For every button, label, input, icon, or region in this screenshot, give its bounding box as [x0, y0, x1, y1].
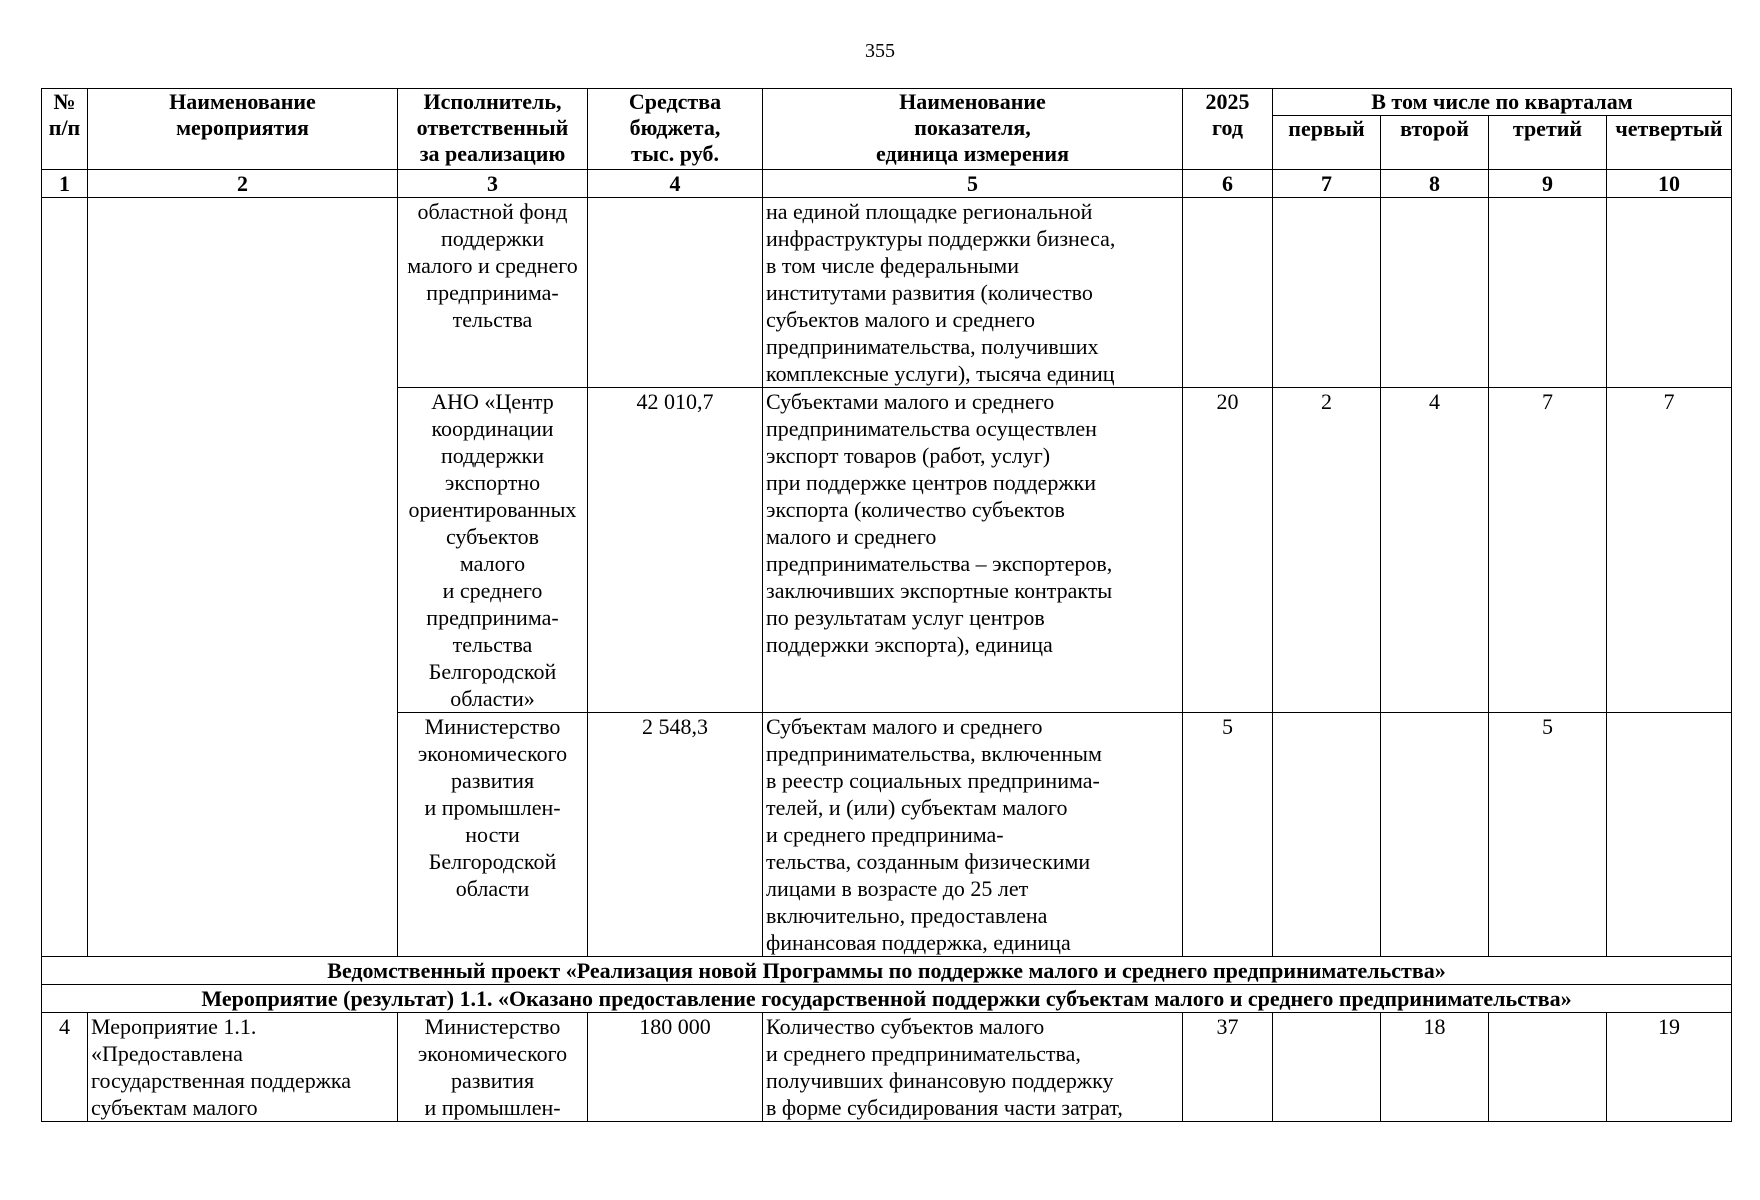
row-num: [42, 198, 88, 957]
header-executor: Исполнитель, ответственный за реализацию: [398, 89, 588, 170]
header-quarters-title: В том числе по кварталам: [1273, 89, 1732, 116]
row-year: 20: [1183, 388, 1273, 713]
row-q4: 19: [1607, 1013, 1732, 1122]
col-number: 2: [88, 170, 398, 198]
row-q2: 4: [1381, 388, 1489, 713]
row-budget: 180 000: [588, 1013, 763, 1122]
row-q3: 7: [1489, 388, 1607, 713]
row-budget: 42 010,7: [588, 388, 763, 713]
table-row: [42, 198, 1732, 388]
col-number: 8: [1381, 170, 1489, 198]
row-num: 4: [42, 1013, 88, 1122]
header-q2: второй: [1381, 116, 1489, 170]
row-budget: [588, 198, 763, 388]
row-budget: 2 548,3: [588, 713, 763, 957]
header-event-name: Наименование мероприятия: [88, 89, 398, 170]
row-executor: Министерство экономического развития и промышлен-: [398, 1013, 588, 1122]
row-indicator: на единой площадке региональной инфраструктуры поддержки бизнеса, в том числе федеральными институтами развития (количество субъектов малого и среднего предпринимательства, получивших комплексные услуги), тысяча единиц: [763, 198, 1183, 388]
row-q4: [1607, 198, 1732, 388]
header-q3: третий: [1489, 116, 1607, 170]
row-q1: 2: [1273, 388, 1381, 713]
row-q2: [1381, 713, 1489, 957]
col-number: 10: [1607, 170, 1732, 198]
row-q4: 7: [1607, 388, 1732, 713]
row-executor: Министерство экономического развития и промышлен- ности Белгородской области: [398, 713, 588, 957]
col-number: 4: [588, 170, 763, 198]
header-indicator: Наименование показателя, единица измерения: [763, 89, 1183, 170]
col-number: 3: [398, 170, 588, 198]
row-year: 5: [1183, 713, 1273, 957]
section-event-title: Мероприятие (результат) 1.1. «Оказано предоставление государственной поддержки субъектам малого и среднего предпринимательства»: [42, 985, 1732, 1013]
col-number: 1: [42, 170, 88, 198]
header-q4: четвертый: [1607, 116, 1732, 170]
page-number: 355: [865, 40, 895, 62]
header-year: 2025 год: [1183, 89, 1273, 170]
row-q2: 18: [1381, 1013, 1489, 1122]
col-number: 7: [1273, 170, 1381, 198]
budget-table: [41, 88, 1732, 1122]
row-q1: [1273, 198, 1381, 388]
row-q1: [1273, 713, 1381, 957]
col-number: 9: [1489, 170, 1607, 198]
col-number: 5: [763, 170, 1183, 198]
row-year: 37: [1183, 1013, 1273, 1122]
row-q2: [1381, 198, 1489, 388]
header-num: № п/п: [42, 89, 88, 170]
row-executor: областной фонд поддержки малого и среднего предпринима- тельства: [398, 198, 588, 388]
col-number: 6: [1183, 170, 1273, 198]
row-q4: [1607, 713, 1732, 957]
row-q3: [1489, 1013, 1607, 1122]
row-q3: [1489, 198, 1607, 388]
row-q3: 5: [1489, 713, 1607, 957]
header-budget: Средства бюджета, тыс. руб.: [588, 89, 763, 170]
row-year: [1183, 198, 1273, 388]
row-indicator: Субъектами малого и среднего предпринимательства осуществлен экспорт товаров (работ, услуг) при поддержке центров поддержки экспорта (количество субъектов малого и среднего предпринимательства – экспортеров, заключивших экспортные контракты по результатам услуг центров поддержки экспорта), единица: [763, 388, 1183, 713]
row-q1: [1273, 1013, 1381, 1122]
row-indicator: Количество субъектов малого и среднего предпринимательства, получивших финансовую поддержку в форме субсидирования части затрат,: [763, 1013, 1183, 1122]
row-executor: АНО «Центр координации поддержки экспортно ориентированных субъектов малого и среднего предпринима- тельства Белгородской области»: [398, 388, 588, 713]
table-row: [42, 1013, 1732, 1122]
header-q1: первый: [1273, 116, 1381, 170]
section-project-title: Ведомственный проект «Реализация новой Программы по поддержке малого и среднего предпринимательства»: [42, 957, 1732, 985]
row-indicator: Субъектам малого и среднего предпринимательства, включенным в реестр социальных предпринима- телей, и (или) субъектам малого и среднего предпринима- тельства, созданным физическими лицами в возрасте до 25 лет включительно, предоставлена финансовая поддержка, единица: [763, 713, 1183, 957]
row-event-name: Мероприятие 1.1. «Предоставлена государственная поддержка субъектам малого: [88, 1013, 398, 1122]
row-event-name: [88, 198, 398, 957]
